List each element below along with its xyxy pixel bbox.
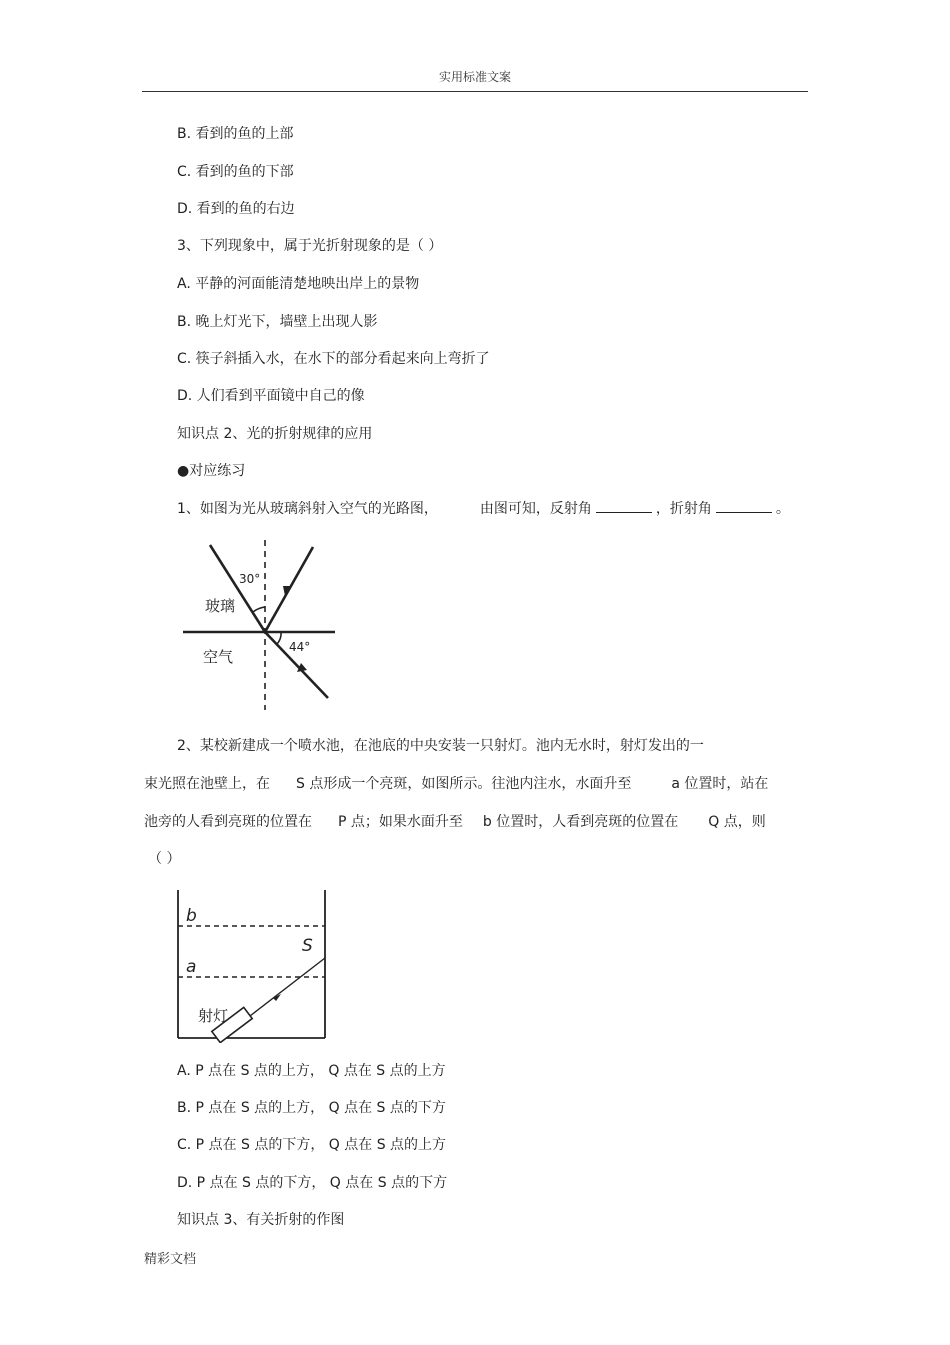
q3-option-a: A. 平静的河面能清楚地映出岸上的景物	[177, 276, 420, 292]
ex2-line-2	[144, 775, 768, 793]
q3-option-c: C. 筷子斜插入水，在水下的部分看起来向上弯折了	[177, 351, 490, 367]
ex2-answer-paren: （ ）	[148, 851, 181, 867]
kp3-title: 知识点 3、有关折射的作图	[177, 1212, 345, 1228]
ex2-line-3	[144, 813, 766, 831]
incident-ray	[210, 545, 265, 632]
pool-diagram	[170, 885, 335, 1043]
reflected-ray	[265, 547, 313, 632]
ex1-text-2: 由图可知，反射角	[479, 501, 592, 517]
page-footer: 精彩文档	[144, 1252, 197, 1267]
ex2-option-c: C. P 点在 S 点的下方， Q 点在 S 点的上方	[177, 1137, 447, 1153]
prev-option-c: C. 看到的鱼的下部	[177, 164, 294, 180]
ex1-question	[177, 500, 790, 518]
page-header: 实用标准文案	[438, 70, 511, 84]
q3-option-b: B. 晚上灯光下，墙壁上出现人影	[177, 314, 378, 330]
angle-arc-top	[253, 607, 265, 612]
ex2-text-2c: a 位置时，站在	[671, 776, 769, 792]
kp2-title: 知识点 2、光的折射规律的应用	[177, 426, 373, 442]
ex1-text-4: 。	[775, 501, 790, 517]
prev-option-d: D. 看到的鱼的右边	[177, 201, 295, 217]
ex2-line-1: 2、某校新建成一个喷水池，在池底的中央安装一只射灯。池内无水时，射灯发出的一	[177, 738, 704, 754]
ex2-option-a: A. P 点在 S 点的上方， Q 点在 S 点的上方	[177, 1063, 446, 1079]
practice-heading: ●对应练习	[177, 463, 246, 479]
ex2-text-3d: Q 点，则	[708, 814, 766, 830]
prev-option-b: B. 看到的鱼的上部	[177, 126, 294, 142]
header-rule	[142, 91, 808, 92]
glass-label: 玻璃	[205, 597, 236, 615]
spotlight-label: 射灯	[198, 1007, 229, 1025]
ex2-text-2b: S 点形成一个亮斑，如图所示。往池内注水，水面升至	[296, 776, 632, 792]
light-beam	[250, 958, 325, 1016]
ex1-text-3: ，折射角	[655, 501, 712, 517]
angle-arc-bottom	[277, 632, 281, 644]
air-label: 空气	[203, 648, 234, 666]
ex1-text-1: 1、如图为光从玻璃斜射入空气的光路图，	[177, 501, 438, 517]
point-s-label: S	[302, 936, 313, 956]
ex2-text-3c: b 位置时，人看到亮斑的位置在	[482, 814, 679, 830]
refraction-diagram	[175, 535, 345, 715]
ex2-option-b: B. P 点在 S 点的上方， Q 点在 S 点的下方	[177, 1100, 446, 1116]
angle-label-bottom: 44°	[289, 640, 311, 654]
reflection-angle-blank[interactable]	[596, 500, 652, 513]
ex2-text-2a: 束光照在池壁上，在	[144, 776, 270, 792]
q3-stem: 3、下列现象中，属于光折射现象的是（ ）	[177, 238, 443, 254]
ex2-option-d: D. P 点在 S 点的下方， Q 点在 S 点的下方	[177, 1175, 448, 1191]
level-b-label: b	[186, 906, 197, 926]
ex2-text-3a: 池旁的人看到亮斑的位置在	[144, 814, 312, 830]
ex2-text-3b: P 点；如果水面升至	[338, 814, 463, 830]
level-a-label: a	[186, 957, 197, 977]
angle-label-top: 30°	[239, 572, 261, 586]
q3-option-d: D. 人们看到平面镜中自己的像	[177, 388, 365, 404]
refraction-angle-blank[interactable]	[716, 500, 772, 513]
